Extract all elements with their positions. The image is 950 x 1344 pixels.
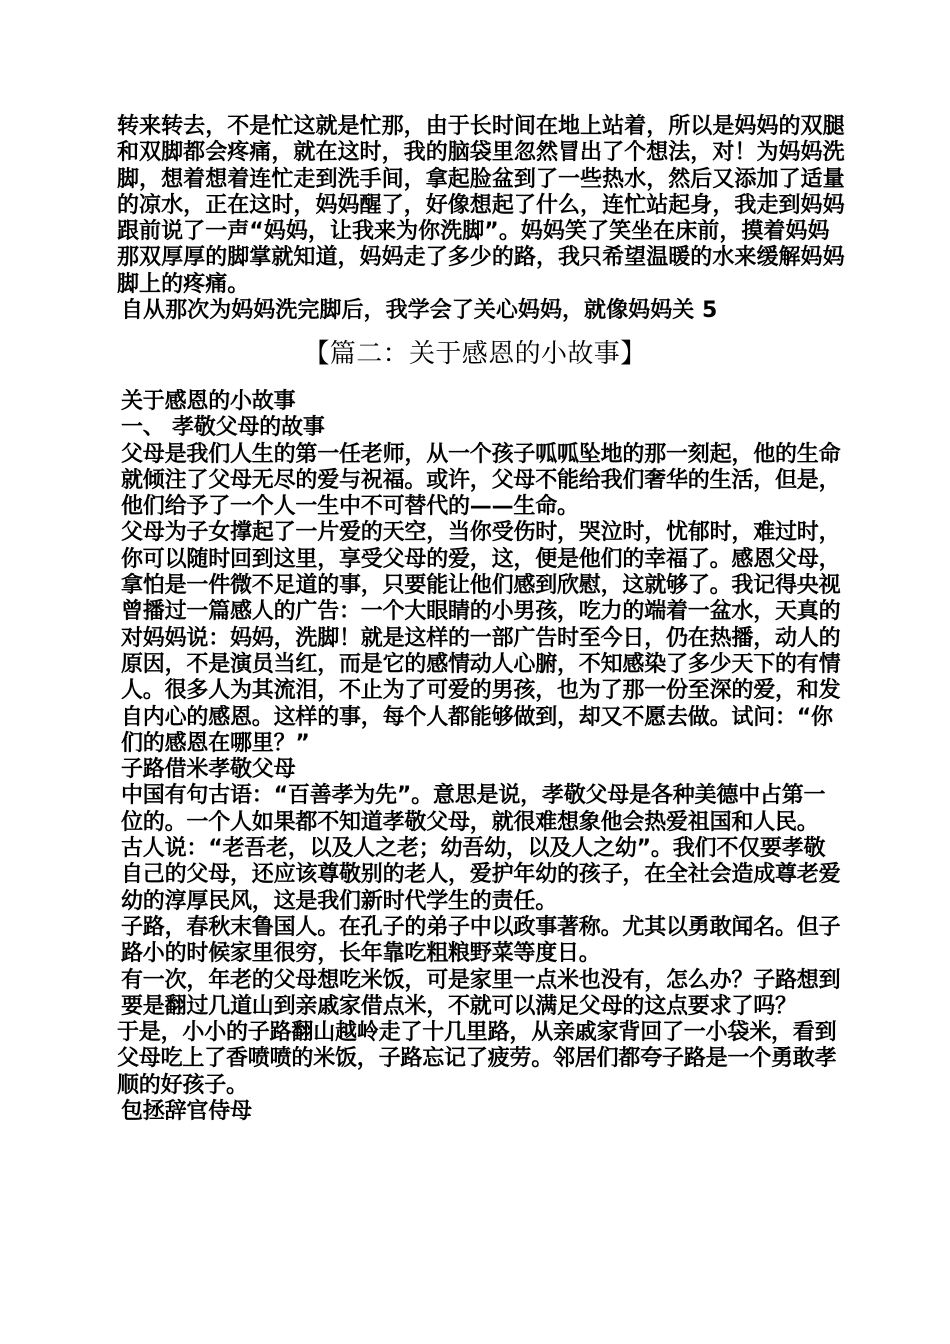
article-title: 关于感恩的小故事 <box>121 389 296 414</box>
story-title: 包拯辞官侍母 <box>121 1099 252 1125</box>
paragraph: 有一次，年老的父母想吃米饭，可是家里一点米也没有，怎么办？子路想到要是翻过几道山到亲戚家借点米，不就可以满足父母的这点要求了吗？ <box>121 967 841 1019</box>
section-one <box>117 114 847 324</box>
story-title: 子路借米孝敬父母 <box>121 757 296 783</box>
paragraph: 中国有句古语：“百善孝为先”。意思是说，孝敬父母是各种美德中占第一位的。一个人如果都不知道孝敬父母，就很难想象他会热爱祖国和人民。 古人说：“老吾老，以及人之老；幼吾幼，以及人之幼”。我们不仅要孝敬自己的父母，还应该尊敬别的老人，爱护年幼的孩子，在全社会造成尊老爱幼的淳厚民风，这是我们新时代学生的责任。 <box>121 783 841 914</box>
article-subtitle: 一、 孝敬父母的故事 <box>121 415 325 441</box>
paragraph: 父母为子女撑起了一片爱的天空，当你受伤时，哭泣时，忧郁时，难过时，你可以随时回到这里，享受父母的爱，这，便是他们的幸福了。感恩父母，拿怕是一件微不足道的事，只要能让他们感到欣慰，这就够了。我记得央视曾播过一篇感人的广告：一个大眼睛的小男孩，吃力的端着一盆水，天真的对妈妈说：妈妈，洗脚！就是这样的一部广告时至今日，仍在热播，动人的原因，不是演员当红，而是它的感情动人心腑，不知感染了多少天下的有情人。很多人为其流泪，不止为了可爱的男孩，也为了那一份至深的爱，和发自内心的感恩。这样的事，每个人都能够做到，却又不愿去做。试问：“你们的感恩在哪里？” <box>121 520 841 756</box>
paragraph: 自从那次为妈妈洗完脚后，我学会了关心妈妈，就像妈妈关 5 <box>121 298 718 324</box>
section-heading: 【篇二：关于感恩的小故事】 <box>303 339 647 369</box>
paragraph: 父母是我们人生的第一任老师，从一个孩子呱呱坠地的那一刻起，他的生命就倾注了父母无尽的爱与祝福。或许，父母不能给我们奢华的生活，但是，他们给予了一个人一生中不可替代的——生命。 <box>121 441 841 520</box>
section-two <box>117 389 847 1125</box>
paragraph: 于是，小小的子路翻山越岭走了十几里路，从亲戚家背回了一小袋米，看到父母吃上了香喷喷的米饭，子路忘记了疲劳。邻居们都夸子路是一个勇敢孝顺的好孩子。 <box>117 1020 837 1098</box>
paragraph: 子路，春秋末鲁国人。在孔子的弟子中以政事著称。尤其以勇敢闻名。但子路小的时候家里很穷，长年靠吃粗粮野菜等度日。 <box>121 914 841 967</box>
paragraph: 转来转去，不是忙这就是忙那，由于长时间在地上站着，所以是妈妈的双腿和双脚都会疼痛，就在这时，我的脑袋里忽然冒出了个想法，对！为妈妈洗脚，想着想着连忙走到洗手间，拿起脸盆到了一些热水，然后又添加了适量的凉水，正在这时，妈妈醒了，好像想起了什么，连忙站起身，我走到妈妈跟前说了一声“妈妈，让我来为你洗脚”。妈妈笑了笑坐在床前，摸着妈妈那双厚厚的脚掌就知道，妈妈走了多少的路，我只希望温暖的水来缓解妈妈脚上的疼痛。 <box>117 114 845 297</box>
